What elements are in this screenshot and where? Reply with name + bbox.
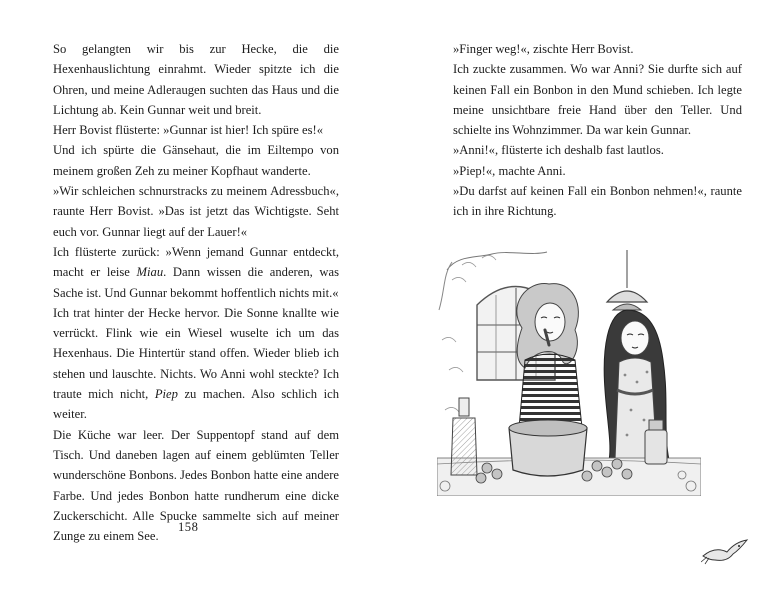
- left-page-text: [53, 39, 339, 546]
- paragraph-text: zu machen. Also schlich ich weiter.: [53, 387, 340, 422]
- paragraph: »Finger weg!«, zischte Herr Bovist.: [453, 42, 634, 56]
- paragraph: So gelangten wir bis zur Hecke, die die Hexenhauslichtung einrahmt. Wieder spitzte ich die Ohren, und meine Adleraugen suchten das Haus und die Lichtung ab. Kein Gunnar weit und breit.: [53, 42, 339, 117]
- paragraph-text: . Dann wissen die anderen, was Sache ist. Und Gunnar bekommt hoffentlich nichts mit.«: [53, 265, 339, 300]
- paragraph: [53, 303, 339, 425]
- paragraph: »Du darfst auf keinen Fall ein Bonbon nehmen!«, raunte ich in ihre Richtung.: [453, 184, 742, 219]
- kitchen-illustration: [437, 250, 701, 496]
- woman-figure: [517, 284, 582, 428]
- left-page: [0, 0, 390, 600]
- italic-word: Miau: [136, 265, 164, 280]
- paragraph: »Wir schleichen schnurstracks zu meinem Adressbuch«, raunte Herr Bovist. »Das ist jetzt das Wichtigste. Seht euch vor. Gunnar liegt auf der Lauer!«: [53, 184, 339, 239]
- paragraph: Ich zuckte zusammen. Wo war Anni? Sie durfte sich auf keinen Fall ein Bonbon in den Mund schieben. Ich legte meine unsichtbare freie Hand über den Teller. Und schielte ins Wohnzimmer. Da war kein Gunnar.: [453, 62, 742, 138]
- paragraph: »Piep!«, machte Anni.: [453, 163, 566, 178]
- paragraph: »Anni!«, flüsterte ich deshalb fast lautlos.: [453, 143, 664, 158]
- italic-word: Piep: [154, 387, 178, 402]
- page-number: 158: [178, 520, 199, 534]
- ceiling-lamp: [607, 250, 647, 310]
- soup-pot: [509, 420, 587, 476]
- paragraph-text: Ich flüsterte zurück: »Wenn jemand Gunnar entdeckt, macht er leise: [53, 244, 339, 280]
- paragraph-text: Ich trat hinter der Hecke hervor. Die Sonne knallte wie verrückt. Flink wie ein Wiesel wuselte ich um das Hexenhaus. Die Hintertür stand offen. Wieder blieb ich stehen und lauschte. Nichts. Wo Anni wohl steckte? Ich traute mich nicht,: [53, 305, 339, 402]
- bottle: [451, 398, 477, 475]
- paragraph: [53, 242, 339, 303]
- paragraph: Herr Bovist flüsterte: »Gunnar ist hier! Ich spüre es!«: [53, 123, 323, 138]
- right-page-text: [453, 39, 742, 222]
- paragraph: Die Küche war leer. Der Suppentopf stand auf dem Tisch. Und daneben lagen auf einem geblümten Teller wunderschöne Bonbons. Jedes Bonbon hatte eine andere Farbe. Und jedes Bonbon hatte rundherum eine dicke Zuckerschicht. Alle Spucke sammelte sich auf meiner Zunge zu einem See.: [53, 427, 339, 544]
- paragraph: Und ich spürte die Gänsehaut, die im Eiltempo von meinem großen Zeh zu meiner Kopfhaut wanderte.: [53, 143, 339, 178]
- bird-icon: [701, 538, 749, 566]
